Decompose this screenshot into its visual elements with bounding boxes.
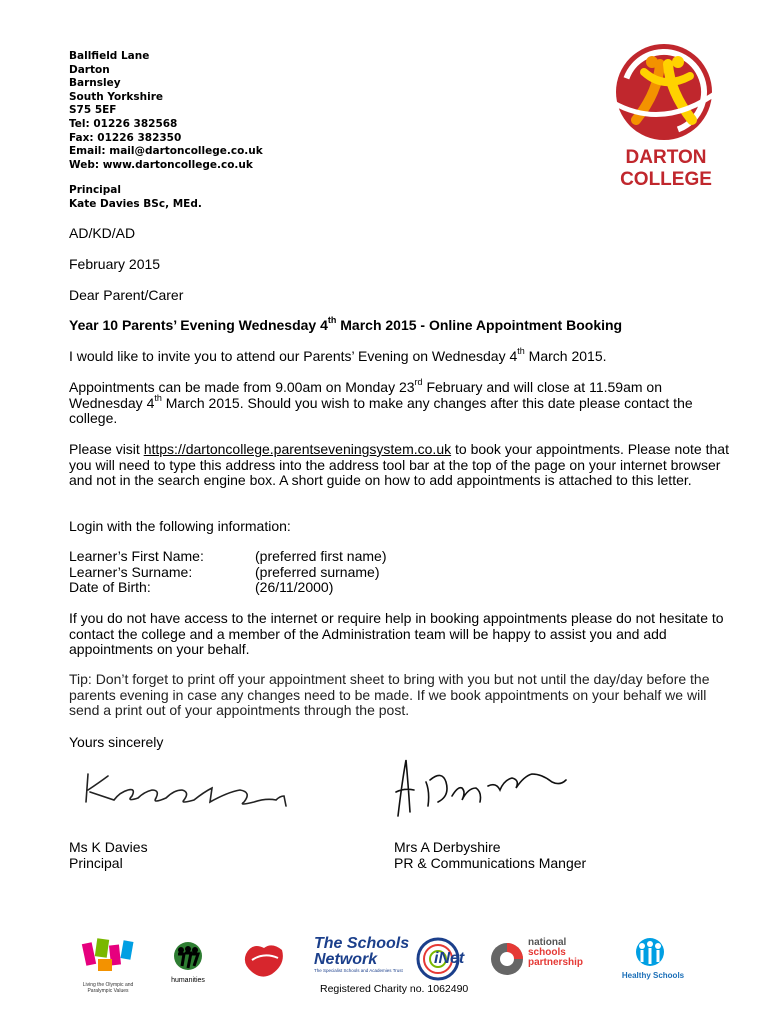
login-info — [69, 549, 386, 596]
login-label: Learner’s First Name: — [69, 548, 204, 564]
paragraph-tip: Tip: Don’t forget to print off your appointment sheet to bring with you but not until the day/day before the parents evening in case any changes need to be made. If we book appointments on your behalf we will send a print out of your appointments through the post. — [69, 671, 710, 718]
paragraph-login: Login with the following information: — [69, 518, 291, 534]
college-address — [69, 50, 263, 172]
login-value: (preferred surname) — [255, 563, 380, 580]
red-award-icon — [242, 940, 286, 980]
signatory-role: Principal — [69, 854, 123, 871]
principal-name: Kate Davies BSc, MEd. — [69, 197, 202, 210]
address-line: S75 5EF — [69, 104, 117, 117]
signatory-name: Ms K Davies — [69, 839, 148, 855]
schools-network-title-2: Network — [314, 951, 378, 968]
signatory-1 — [69, 840, 148, 871]
login-label: Date of Birth: — [69, 579, 151, 595]
olympic-caption: Living the Olympic and Paralympic Values — [82, 982, 134, 994]
healthy-schools-people-icon — [628, 936, 672, 966]
national-schools-partnership-logo — [490, 938, 600, 982]
login-value: (preferred first name) — [255, 548, 387, 564]
website: Web: www.dartoncollege.co.uk — [69, 158, 253, 171]
paragraph-visit: Please visit https://dartoncollege.parentseveningsystem.co.uk to book your appointments. Please note that you will need to type this address into the address tool bar at the top of the page on your internet browser and not in the search engine box. A short guide on how to add appointments is attached to this letter. — [69, 441, 729, 488]
nsp-word-3: partnership — [528, 957, 584, 968]
paragraph-appointments: Appointments can be made from 9.00am on Monday 23rd February and will close at 11.59am on Wednesday 4th March 2015. Should you wish to make any changes after this date please contact the college. — [69, 377, 693, 426]
logo-text-college: COLLEGE — [620, 169, 712, 190]
nsp-word-1: national — [528, 937, 567, 948]
signatory-name: Mrs A Derbyshire — [394, 839, 501, 855]
logo-emblem-icon — [608, 42, 724, 142]
letter-date: February 2015 — [69, 256, 161, 272]
login-label: Learner’s Surname: — [69, 563, 193, 580]
telephone: Tel: 01226 382568 — [69, 117, 178, 130]
letter-title: Year 10 Parents’ Evening Wednesday 4th March 2015 - Online Appointment Booking — [69, 315, 623, 333]
london-2012-icon — [78, 935, 138, 977]
address-line: Darton — [69, 63, 110, 76]
address-line: Ballfield Lane — [69, 50, 150, 62]
login-row — [69, 580, 386, 596]
reference: AD/KD/AD — [69, 225, 136, 241]
email: Email: mail@dartoncollege.co.uk — [69, 145, 263, 158]
humanities-people-icon — [166, 940, 210, 972]
paragraph-help: If you do not have access to the internet or require help in booking appointments please do not hesitate to contact the college and a member of the Administration team will be happy to assist you and add appointments on your behalf. — [69, 610, 724, 657]
login-value: (26/11/2000) — [255, 579, 334, 595]
healthy-schools-label: Healthy Schools — [621, 971, 685, 980]
nsp-word-2: schools — [528, 947, 566, 958]
olympic-values-logo — [78, 935, 138, 995]
login-row — [69, 549, 386, 565]
schools-network-subtitle: The Specialist Schools and Academies Trust — [314, 968, 403, 973]
charity-number: Registered Charity no. 1062490 — [320, 983, 469, 995]
paragraph-invite: I would like to invite you to attend our Parents’ Evening on Wednesday 4th March 2015. — [69, 346, 607, 364]
inet-logo — [416, 936, 476, 982]
award-logo — [242, 940, 286, 980]
logo-text-darton: DARTON — [625, 147, 707, 168]
signature-k-davies — [80, 762, 310, 812]
login-row — [69, 565, 386, 581]
signature-a-derbyshire — [392, 752, 572, 822]
signatory-role: PR & Communications Manger — [394, 854, 587, 871]
address-line: South Yorkshire — [69, 90, 164, 103]
darton-college-logo — [608, 42, 724, 192]
schools-network-title: The Schools — [314, 935, 410, 952]
address-line: Barnsley — [69, 77, 121, 90]
principal-label: Principal — [69, 184, 121, 196]
inet-label: iNet — [434, 950, 465, 967]
signatory-2 — [394, 840, 586, 871]
principal-header — [69, 184, 202, 211]
booking-link[interactable]: https://dartoncollege.parentseveningsystem.co.uk — [143, 441, 452, 457]
nsp-circle-icon — [490, 942, 524, 976]
humanities-logo — [166, 940, 210, 992]
footer-logos — [78, 930, 698, 994]
schools-network-logo — [314, 936, 414, 984]
healthy-schools-logo — [618, 936, 688, 984]
fax: Fax: 01226 382350 — [69, 131, 182, 144]
humanities-label: humanities — [171, 977, 205, 984]
salutation: Dear Parent/Carer — [69, 287, 184, 303]
closing: Yours sincerely — [69, 734, 164, 750]
